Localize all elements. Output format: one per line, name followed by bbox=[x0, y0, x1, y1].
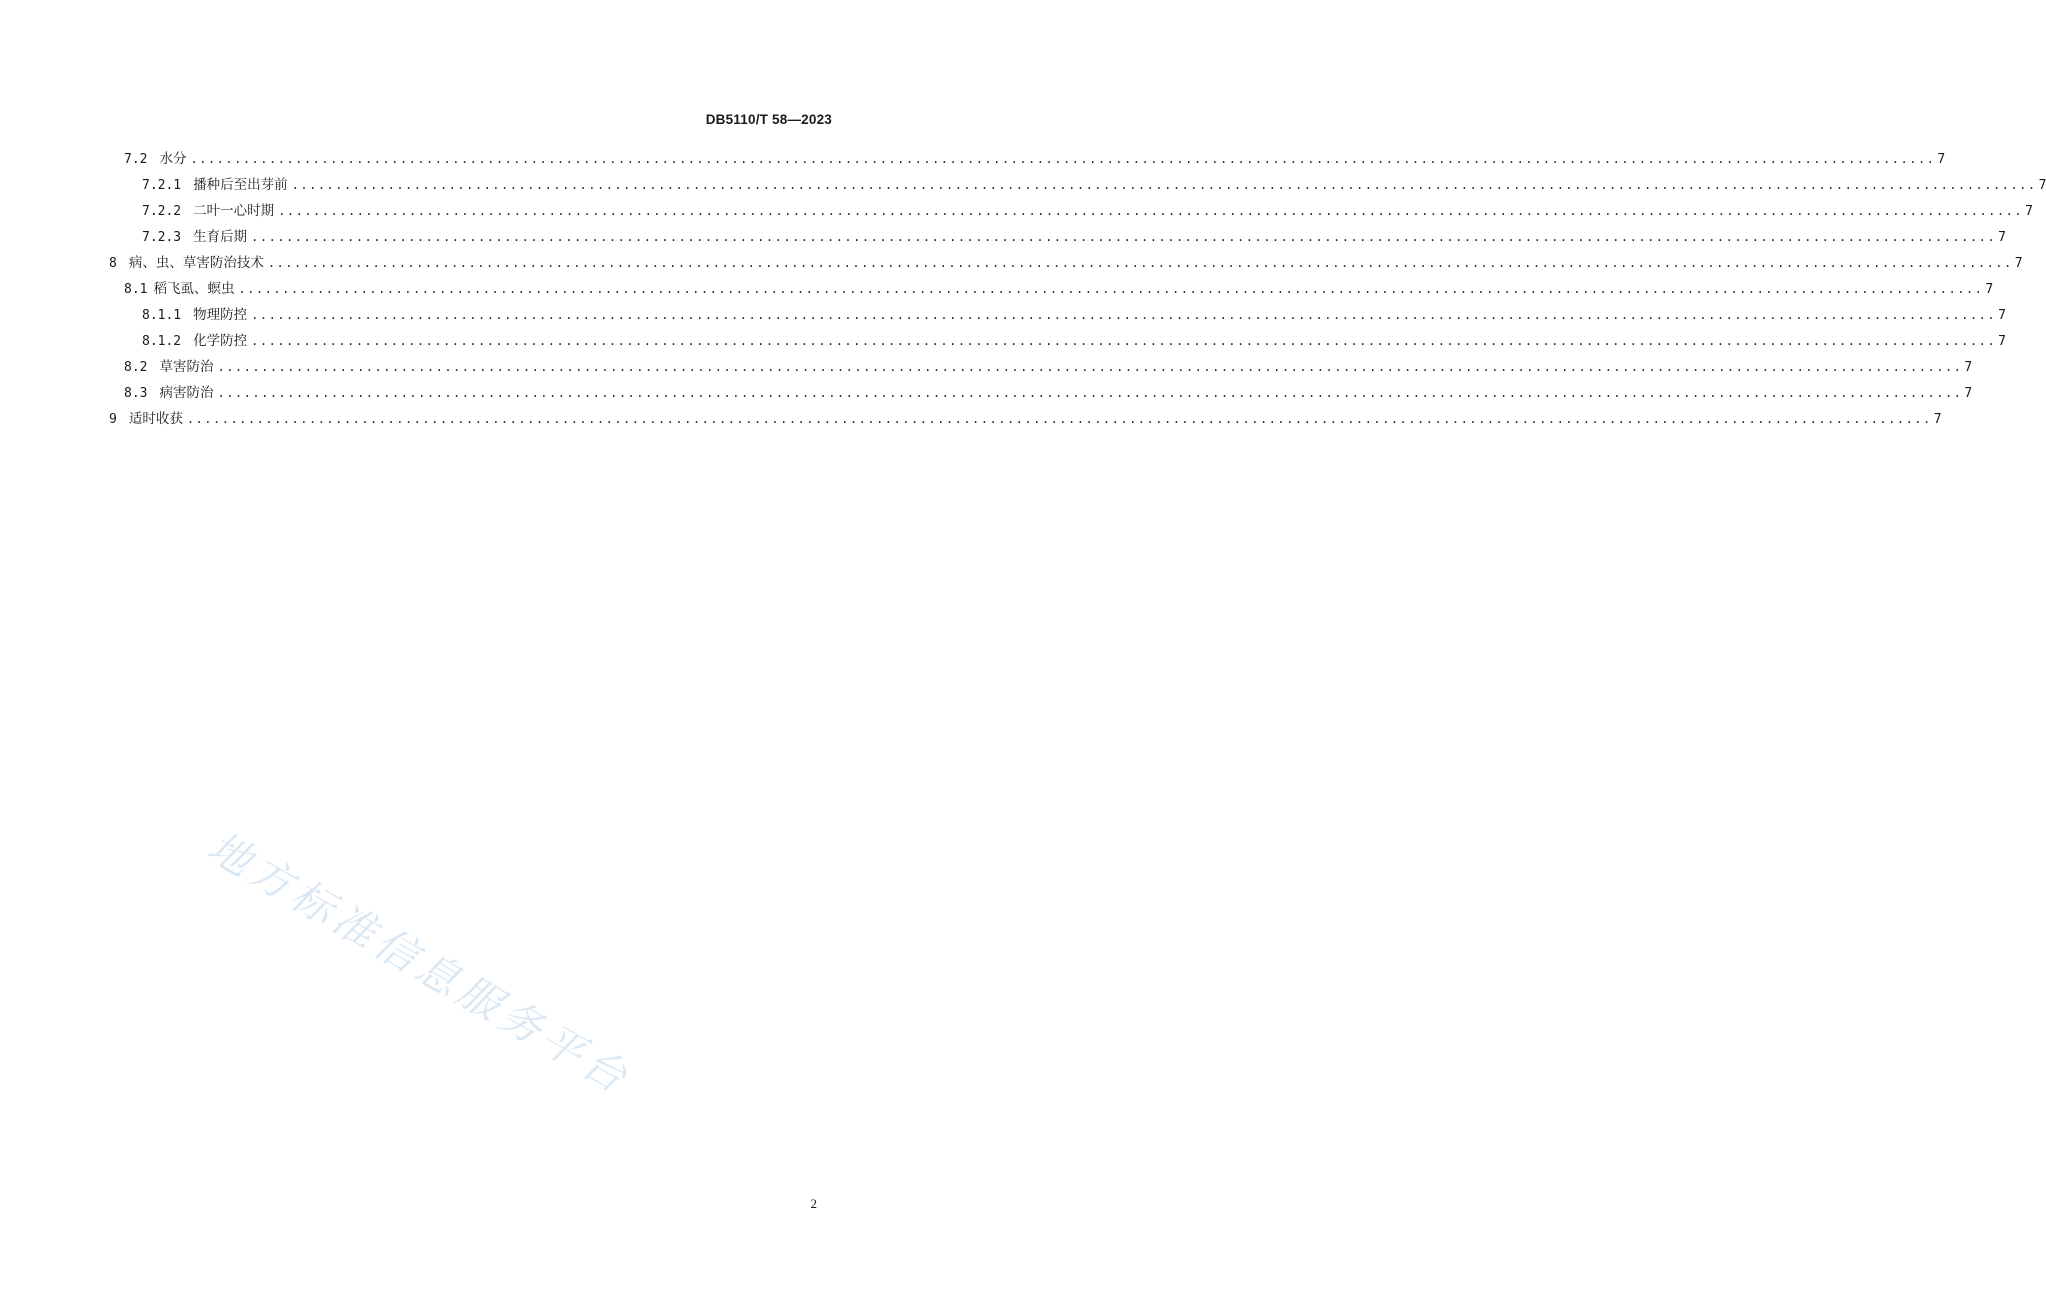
toc-leader-dots: ........................................................................................................................................................................................................ bbox=[186, 412, 1932, 426]
toc-entry-page: 7 bbox=[2038, 178, 2046, 193]
toc-entry[interactable] bbox=[0, 328, 2006, 354]
toc-entry-number: 8.2 bbox=[124, 360, 148, 375]
toc-entry-number: 8.3 bbox=[124, 386, 148, 401]
toc-leader-dots: ........................................................................................................................................................................................................ bbox=[251, 308, 1997, 322]
toc-entry[interactable] bbox=[0, 406, 1942, 432]
toc-leader-dots: ........................................................................................................................................................................................................ bbox=[251, 230, 1997, 244]
toc-entry[interactable] bbox=[0, 224, 2006, 250]
toc-entry-number: 7.2 bbox=[124, 152, 148, 167]
toc-entry-title: 病害防治 bbox=[159, 385, 214, 401]
toc-entry-title: 化学防控 bbox=[193, 333, 248, 349]
toc-leader-dots: ........................................................................................................................................................................................................ bbox=[217, 386, 1963, 400]
toc-entry-title: 草害防治 bbox=[159, 359, 214, 375]
toc-leader-dots: ........................................................................................................................................................................................................ bbox=[251, 334, 1997, 348]
toc-entry-title: 病、虫、草害防治技术 bbox=[128, 255, 264, 271]
toc-entry-title: 水分 bbox=[159, 151, 187, 167]
toc-entry-page: 7 bbox=[1937, 152, 1946, 167]
toc-entry[interactable] bbox=[0, 380, 1973, 406]
toc-entry-title: 播种后至出芽前 bbox=[193, 177, 288, 193]
toc-entry-title: 生育后期 bbox=[193, 229, 248, 245]
toc-entry[interactable] bbox=[0, 198, 2033, 224]
toc-entry-number: 8.1.1 bbox=[142, 308, 182, 323]
toc-entry-number: 7.2.1 bbox=[142, 178, 182, 193]
toc-entry[interactable] bbox=[0, 146, 1946, 172]
toc-entry-page: 7 bbox=[1933, 412, 1942, 427]
toc-entry-number: 8 bbox=[109, 256, 117, 271]
toc-entry[interactable] bbox=[0, 172, 2046, 198]
toc-entry-title: 二叶一心时期 bbox=[193, 203, 275, 219]
toc-leader-dots: ........................................................................................................................................................................................................ bbox=[190, 152, 1936, 166]
toc-entry-number: 8.1.2 bbox=[142, 334, 182, 349]
toc-entry-page: 7 bbox=[1985, 282, 1994, 297]
toc-leader-dots: ........................................................................................................................................................................................................ bbox=[291, 178, 2037, 192]
toc-entry-title: 物理防控 bbox=[193, 307, 248, 323]
toc-entry[interactable] bbox=[0, 354, 1973, 380]
document-code: DB5110/T 58—2023 bbox=[705, 112, 832, 127]
toc-entry-page: 7 bbox=[2014, 256, 2023, 271]
toc-entry-page: 7 bbox=[1998, 230, 2006, 245]
toc-leader-dots: ........................................................................................................................................................................................................ bbox=[217, 360, 1963, 374]
toc-leader-dots: ........................................................................................................................................................................................................ bbox=[267, 256, 2013, 270]
toc-entry-number: 9 bbox=[109, 412, 117, 427]
toc-entry[interactable] bbox=[0, 302, 2006, 328]
toc-leader-dots: ........................................................................................................................................................................................................ bbox=[278, 204, 2024, 218]
toc-entry-number: 8.1 bbox=[124, 282, 148, 297]
toc-entry-page: 7 bbox=[1964, 360, 1973, 375]
toc-entry[interactable] bbox=[0, 276, 1994, 302]
toc-entry-page: 7 bbox=[2025, 204, 2033, 219]
toc-entry-page: 7 bbox=[1964, 386, 1973, 401]
toc-entry-number: 7.2.3 bbox=[142, 230, 182, 245]
toc-entry[interactable] bbox=[0, 250, 2023, 276]
toc-leader-dots: ........................................................................................................................................................................................................ bbox=[238, 282, 1984, 296]
toc-entry-page: 7 bbox=[1998, 334, 2006, 349]
toc-entry-title: 适时收获 bbox=[128, 411, 183, 427]
watermark: 地方标准信息服务平台 bbox=[199, 821, 640, 1105]
toc-entry-number: 7.2.2 bbox=[142, 204, 182, 219]
page-number: 2 bbox=[810, 1196, 817, 1211]
toc-entry-page: 7 bbox=[1998, 308, 2006, 323]
toc-entry-title: 稻飞虱、螟虫 bbox=[153, 281, 235, 297]
